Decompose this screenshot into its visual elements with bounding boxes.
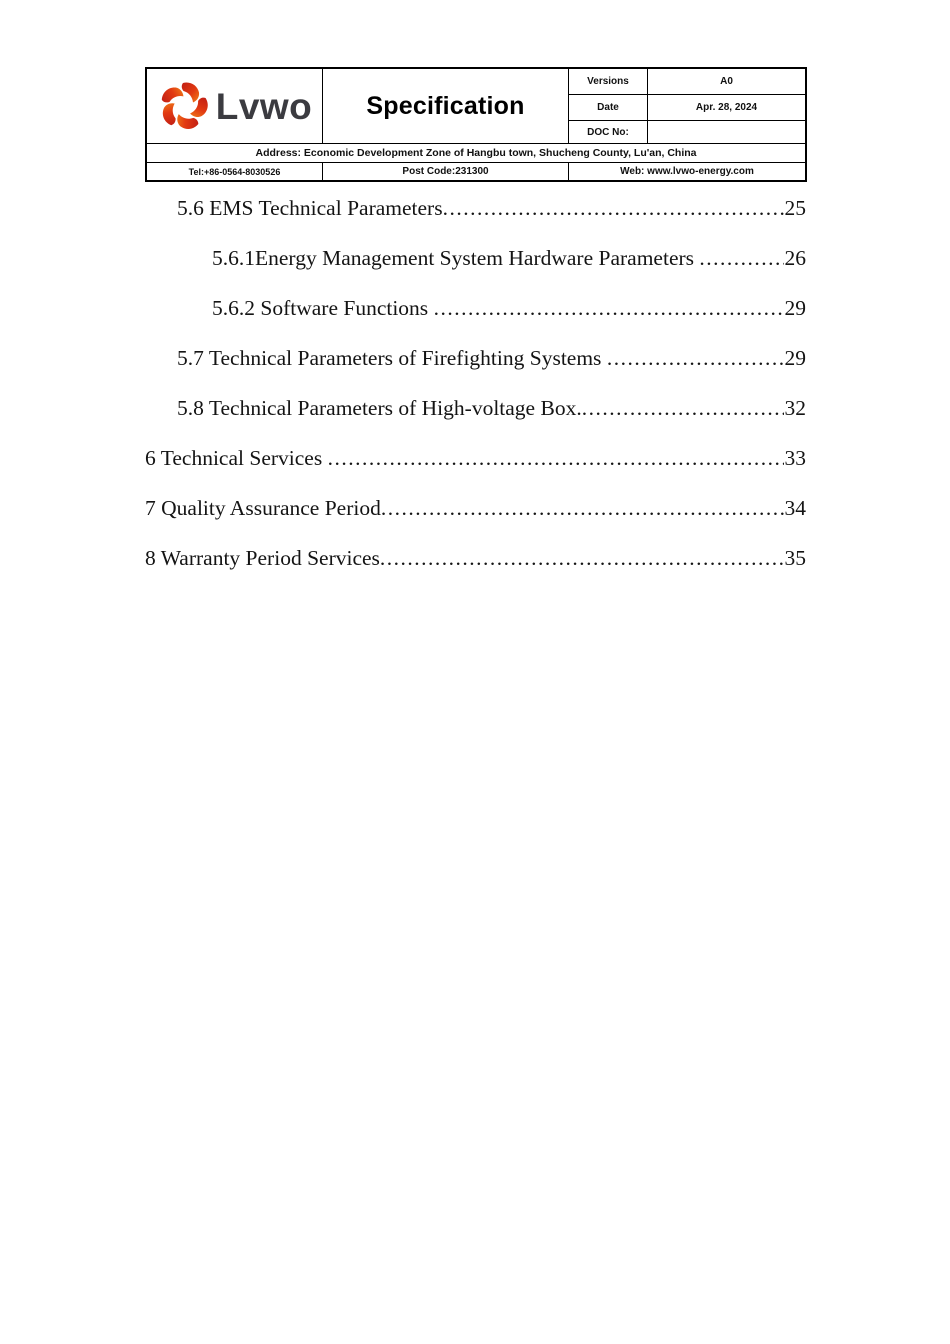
toc-entry-title: 7 Quality Assurance Period bbox=[145, 496, 381, 520]
address-text: Address: Economic Development Zone of Hangbu town, Shucheng County, Lu'an, China bbox=[147, 144, 805, 163]
toc-entry-page-number: 25 bbox=[784, 196, 806, 220]
toc-dot-leader bbox=[328, 446, 784, 471]
logo-wordmark: Lvwo bbox=[215, 85, 313, 127]
toc-entry-page-number: 35 bbox=[784, 546, 806, 570]
versions-value: A0 bbox=[648, 69, 805, 95]
lvwo-logo-icon bbox=[157, 81, 211, 131]
toc-entry-title: 8 Warranty Period Services bbox=[145, 546, 380, 570]
toc-entry-title: 5.6.2 Software Functions bbox=[212, 296, 434, 320]
toc-entry[interactable] bbox=[145, 296, 806, 346]
toc-dot-leader bbox=[443, 196, 784, 221]
toc-entry-page-number: 34 bbox=[784, 496, 806, 520]
toc-entry-title: 5.7 Technical Parameters of Firefighting Systems bbox=[177, 346, 607, 370]
versions-label: Versions bbox=[569, 69, 648, 95]
toc-entry-title: 5.6 EMS Technical Parameters bbox=[177, 196, 443, 220]
toc-entry[interactable] bbox=[145, 446, 806, 496]
document-title: Specification bbox=[323, 69, 569, 144]
toc-entry-title: 5.8 Technical Parameters of High-voltage Box. bbox=[177, 396, 582, 420]
toc-dot-leader bbox=[380, 546, 784, 571]
toc-entry-page-number: 33 bbox=[784, 446, 806, 470]
post-code-text: Post Code:231300 bbox=[323, 163, 569, 180]
tel-text: Tel:+86-0564-8030526 bbox=[147, 163, 323, 180]
doc-no-value bbox=[648, 121, 805, 144]
table-of-contents bbox=[145, 196, 806, 596]
toc-dot-leader bbox=[381, 496, 784, 521]
toc-entry-page-number: 26 bbox=[784, 246, 806, 270]
toc-entry-title: 6 Technical Services bbox=[145, 446, 328, 470]
toc-dot-leader bbox=[699, 246, 783, 271]
logo-cell bbox=[147, 69, 323, 144]
date-label: Date bbox=[569, 95, 648, 121]
toc-entry-title: 5.6.1Energy Management System Hardware Parameters bbox=[212, 246, 700, 270]
web-text: Web: www.lvwo-energy.com bbox=[569, 163, 805, 180]
toc-dot-leader bbox=[582, 396, 784, 421]
toc-entry[interactable] bbox=[145, 246, 806, 296]
toc-dot-leader bbox=[434, 296, 784, 321]
toc-entry-page-number: 29 bbox=[784, 346, 806, 370]
toc-entry-page-number: 32 bbox=[784, 396, 806, 420]
toc-entry[interactable] bbox=[145, 346, 806, 396]
toc-entry[interactable] bbox=[145, 196, 806, 246]
doc-no-label: DOC No: bbox=[569, 121, 648, 144]
toc-entry-page-number: 29 bbox=[784, 296, 806, 320]
toc-dot-leader bbox=[607, 346, 784, 371]
toc-entry[interactable] bbox=[145, 546, 806, 596]
toc-entry[interactable] bbox=[145, 396, 806, 446]
date-value: Apr. 28, 2024 bbox=[648, 95, 805, 121]
header-table bbox=[145, 67, 807, 182]
toc-entry[interactable] bbox=[145, 496, 806, 546]
